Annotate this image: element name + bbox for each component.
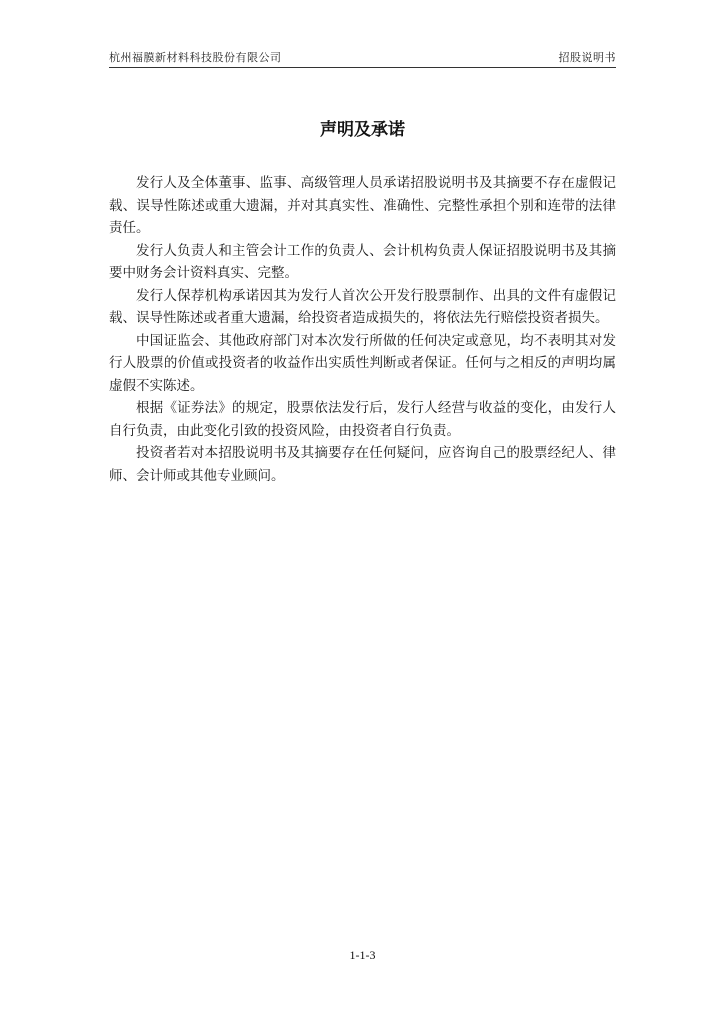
paragraph: 中国证监会、其他政府部门对本次发行所做的任何决定或意见，均不表明其对发行人股票的价值或投资者的收益作出实质性判断或者保证。任何与之相反的声明均属虚假不实陈述。 [109,332,616,394]
paragraph: 根据《证券法》的规定，股票依法发行后，发行人经营与收益的变化，由发行人自行负责，由此变化引致的投资风险，由投资者自行负责。 [109,400,616,439]
page-title: 声明及承诺 [320,120,405,140]
paragraph: 发行人负责人和主管会计工作的负责人、会计机构负责人保证招股说明书及其摘要中财务会计资料真实、完整。 [109,242,616,281]
header-document-type: 招股说明书 [558,51,616,64]
page-number: 1-1-3 [349,948,376,962]
paragraph: 投资者若对本招股说明书及其摘要存在任何疑问，应咨询自己的股票经纪人、律师、会计师或其他专业顾问。 [109,445,616,484]
page-header [109,51,616,68]
paragraph: 发行人及全体董事、监事、高级管理人员承诺招股说明书及其摘要不存在虚假记载、误导性陈述或重大遗漏，并对其真实性、准确性、完整性承担个别和连带的法律责任。 [109,175,616,236]
statement-body [109,172,616,487]
paragraph: 发行人保荐机构承诺因其为发行人首次公开发行股票制作、出具的文件有虚假记载、误导性陈述或者重大遗漏，给投资者造成损失的，将依法先行赔偿投资者损失。 [109,287,616,326]
header-company-name: 杭州福膜新材料科技股份有限公司 [109,51,282,64]
